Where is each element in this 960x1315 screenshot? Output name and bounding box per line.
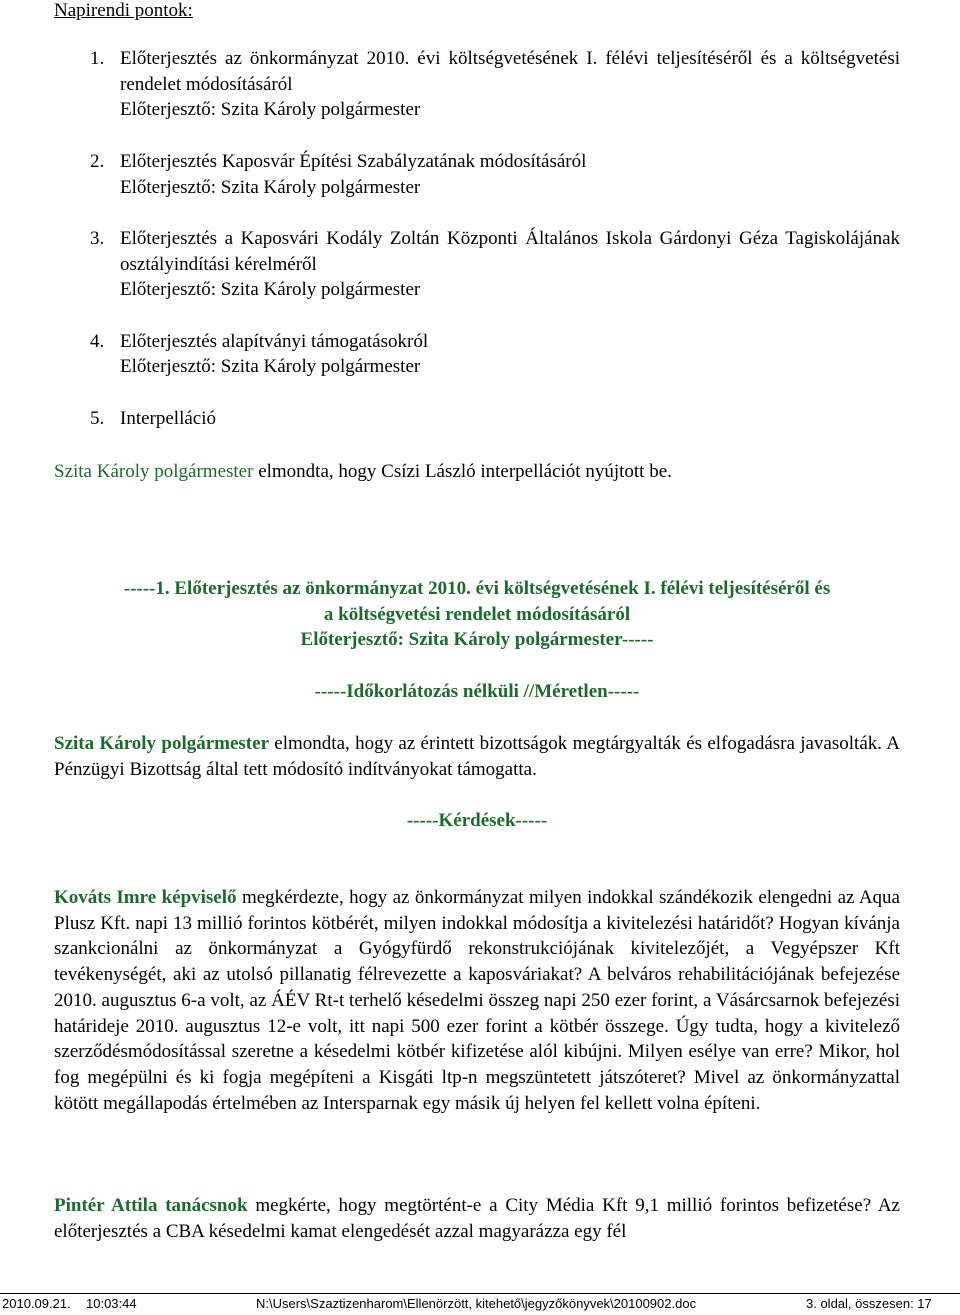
section-title-line: a költségvetési rendelet módosításáról (323, 603, 631, 625)
speaker-name: Pintér Attila tanácsnok (54, 1195, 248, 1216)
agenda-item (54, 329, 900, 380)
agenda-item-presenter: Előterjesztő: Szita Károly polgármester (120, 176, 421, 198)
time-limit-label: -----Időkorlátozás nélküli //Méretlen----- (314, 681, 640, 702)
footer-time: 10:03:44 (86, 1296, 137, 1311)
agenda-item (54, 406, 900, 432)
agenda-item (54, 149, 900, 200)
paragraph-text: elmondta, hogy Csízi László interpellációt nyújtott be. (253, 461, 672, 482)
page-footer (0, 1293, 960, 1315)
agenda-item-number: 4. (90, 330, 105, 352)
agenda-item-title: Előterjesztés az önkormányzat 2010. évi költségvetésének I. félévi teljesítéséről és a költségvetési rendelet módosításáról (120, 48, 900, 95)
paragraph-text: megkérdezte, hogy az önkormányzat milyen indokkal szándékozik elengedni az Aqua Plusz Kft. napi 13 millió forintos kötbérét, milyen indokkal módosítja a kivitelezési határidőt? Hogyan kívánja szankcionálni az önkormányzat a Gyógyfürdő rekonstrukciójának kivitelezőjét, a Vegyépszer Kft tevékenységét, aki az utolsó pillanatig félrevezette a kaposváriakat? A belváros rehabilitációjának befejezése 2010. augusztus 6-a volt, az ÁÉV Rt-t terhelő késedelmi összeg napi 250 ezer forint, a Vásárcsarnok befejezési határideje 2010. augusztus 12-e volt, itt napi 500 ezer forint a kötbér összege. Úgy tudta, hogy a kivitelező szerződésmódosítással szeretne a késedelmi kötbér kifizetése alól kibújni. Milyen esélye van erre? Mikor, hol fog megépülni és ki fogja megépíteni a Kisgáti ltp-n megszüntetett játszóteret? Mivel az önkormányzattal kötött megállapodás értelmében az Intersparnak egy másik új helyen fel kellett volna építeni. (54, 887, 900, 1114)
questions-title: -----Kérdések----- (406, 810, 548, 831)
agenda-item-presenter: Előterjesztő: Szita Károly polgármester (120, 99, 421, 121)
interpellation-paragraph (54, 459, 900, 485)
section-title-line: -----1. Előterjesztés az önkormányzat 2010. évi költségvetésének I. félévi teljesítéséről és (123, 578, 831, 599)
agenda-item-number: 1. (90, 48, 105, 69)
section-title (54, 576, 900, 653)
agenda-item-number: 2. (90, 150, 105, 172)
agenda-item-number: 5. (90, 407, 105, 429)
footer-file-path: N:\Users\Szaztizenharom\Ellenörzött, kitehető\jegyzőkönyvek\20100902.doc (256, 1296, 697, 1311)
footer-date: 2010.09.21. (2, 1296, 71, 1311)
section-title-line: Előterjesztő: Szita Károly polgármester----- (300, 629, 654, 651)
footer-page-number: 3. oldal, összesen: 17 (806, 1296, 932, 1311)
agenda-item-presenter: Előterjesztő: Szita Károly polgármester (120, 356, 421, 378)
agenda-item-number: 3. (90, 227, 105, 249)
agenda-item-title: Előterjesztés a Kaposvári Kodály Zoltán Központi Általános Iskola Gárdonyi Géza Tagiskolájának osztályindítási kérelméről (120, 227, 900, 275)
agenda-item (54, 226, 900, 303)
agenda-item (54, 46, 900, 123)
agenda-item-presenter: Előterjesztő: Szita Károly polgármester (120, 279, 421, 301)
agenda-heading: Napirendi pontok: (54, 0, 193, 21)
footer-divider (0, 1293, 960, 1294)
question-paragraph (54, 1193, 900, 1244)
paragraph-text: elmondta, hogy az érintett bizottságok megtárgyalták és elfogadásra javasolták. A Pénzügyi Bizottság által tett módosító indítványokat támogatta. (54, 733, 900, 780)
agenda-item-title: Előterjesztés alapítványi támogatásokról (120, 330, 429, 352)
speaker-name: Szita Károly polgármester (54, 733, 269, 754)
paragraph-text: megkérte, hogy megtörtént-e a City Média Kft 9,1 millió forintos befizetése? Az előterjesztés a CBA késedelmi kamat elengedését azzal magyarázza egy fél (54, 1195, 900, 1242)
speaker-name: Szita Károly polgármester (54, 461, 254, 482)
agenda-list (54, 46, 900, 457)
question-paragraph (54, 885, 900, 1116)
speaker-name: Kováts Imre képviselő (54, 887, 237, 908)
chair-paragraph (54, 731, 900, 782)
agenda-item-title: Interpelláció (120, 407, 217, 429)
agenda-item-title: Előterjesztés Kaposvár Építési Szabályzatának módosításáról (120, 150, 587, 172)
